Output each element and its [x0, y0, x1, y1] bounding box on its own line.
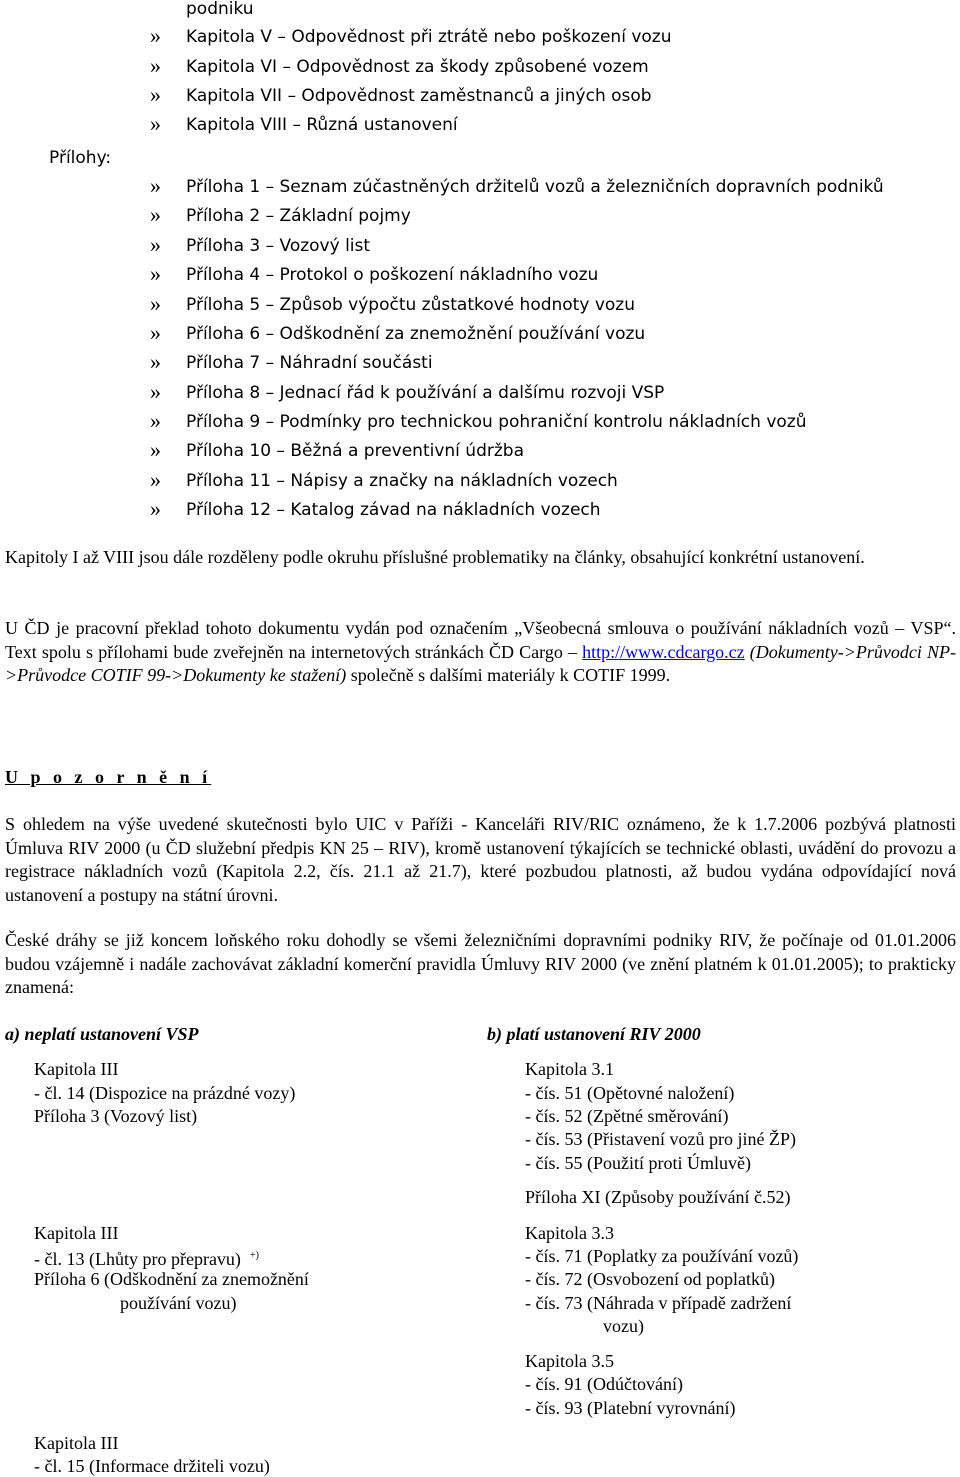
bullet-icon: »: [150, 202, 161, 227]
column-b-heading: b) platí ustanovení RIV 2000: [487, 1024, 701, 1044]
col-b-line: - čís. 53 (Přistavení vozů pro jiné ŽP): [525, 1129, 796, 1149]
col-a-line: Příloha 6 (Odškodnění za znemožnění: [34, 1269, 309, 1289]
bullet-icon: »: [150, 232, 161, 257]
attachment-item: Příloha 4 – Protokol o poškození nákladního vozu: [186, 265, 599, 285]
col-a-line: Kapitola III: [34, 1223, 119, 1243]
bullet-icon: »: [150, 379, 161, 404]
attachment-item: Příloha 3 – Vozový list: [186, 236, 371, 256]
attachment-item: Příloha 12 – Katalog závad na nákladních vozech: [186, 500, 601, 520]
col-b-line: - čís. 52 (Zpětné směrování): [525, 1106, 729, 1126]
attachment-item: Příloha 7 – Náhradní součásti: [186, 353, 433, 373]
column-a-heading: a) neplatí ustanovení VSP: [5, 1024, 199, 1044]
bullet-icon: »: [150, 261, 161, 286]
col-a-line: [34, 1245, 259, 1270]
col-a-line: Kapitola III: [34, 1433, 119, 1453]
col-b-line: - čís. 51 (Opětovné naložení): [525, 1083, 735, 1103]
attachment-item: Příloha 2 – Základní pojmy: [186, 206, 411, 226]
col-b-line: - čís. 73 (Náhrada v případě zadržení: [525, 1293, 792, 1313]
col-b-line: Kapitola 3.5: [525, 1351, 614, 1371]
continued-line: podniku: [186, 0, 254, 19]
col-b-line: Příloha XI (Způsoby používání č.52): [525, 1187, 791, 1207]
col-b-line: - čís. 93 (Platební vyrovnání): [525, 1398, 736, 1418]
bullet-icon: »: [150, 496, 161, 521]
col-b-line: Kapitola 3.1: [525, 1059, 614, 1079]
translation-text-end: společně s dalšími materiály k COTIF 1999.: [350, 665, 671, 685]
chapters-note: Kapitoly I až VIII jsou dále rozděleny podle okruhu příslušné problematiky na články, obsahující konkrétní ustanovení.: [5, 547, 865, 567]
bullet-icon: »: [150, 291, 161, 316]
chapter-item: Kapitola VII – Odpovědnost zaměstnanců a jiných osob: [186, 86, 652, 106]
col-b-line: - čís. 91 (Odúčtování): [525, 1374, 683, 1394]
col-a-line-text: - čl. 13 (Lhůty pro přepravu): [34, 1249, 241, 1269]
bullet-icon: »: [150, 408, 161, 433]
cdcargo-link[interactable]: http://www.cdcargo.cz: [582, 641, 745, 662]
chapter-item: Kapitola VI – Odpovědnost za škody způsobené vozem: [186, 57, 649, 77]
chapter-item: Kapitola V – Odpovědnost při ztrátě nebo poškození vozu: [186, 27, 672, 47]
col-b-line: - čís. 55 (Použití proti Úmluvě): [525, 1153, 751, 1173]
bullet-icon: »: [150, 173, 161, 198]
bullet-icon: »: [150, 467, 161, 492]
bullet-icon: »: [150, 320, 161, 345]
col-a-line: - čl. 15 (Informace držiteli vozu): [34, 1456, 270, 1476]
col-a-line: používání vozu): [120, 1293, 237, 1313]
attachment-item: Příloha 8 – Jednací řád k používání a dalšímu rozvoji VSP: [186, 383, 665, 403]
attachment-item: Příloha 1 – Seznam zúčastněných držitelů vozů a železničních dopravních podniků: [186, 177, 884, 197]
translation-text: U ČD je pracovní překlad tohoto dokumentu vydán pod označením „Všeobecná smlouva o používání nákladních vozů – VSP“. Text spolu s přílohami bude zveřejněn na internetových stránkách ČD Cargo –: [5, 618, 956, 662]
warning-heading: U p o z o r n ě n í: [5, 767, 212, 787]
bullet-icon: »: [150, 437, 161, 462]
col-b-line: - čís. 71 (Poplatky za používání vozů): [525, 1246, 799, 1266]
col-a-line: Kapitola III: [34, 1059, 119, 1079]
bullet-icon: »: [150, 23, 161, 48]
col-b-line: Kapitola 3.3: [525, 1223, 614, 1243]
attachment-item: Příloha 6 – Odškodnění za znemožnění používání vozu: [186, 324, 646, 344]
chapter-item: Kapitola VIII – Různá ustanovení: [186, 115, 458, 135]
attachments-label: Přílohy:: [49, 148, 112, 168]
col-a-line: - čl. 14 (Dispozice na prázdné vozy): [34, 1083, 296, 1103]
col-b-line: vozu): [603, 1316, 644, 1336]
col-a-line: Příloha 3 (Vozový list): [34, 1106, 198, 1126]
warning-paragraph: S ohledem na výše uvedené skutečnosti bylo UIC v Paříži - Kanceláři RIV/RIC oznámeno, že k 1.7.2006 pozbývá platnosti Úmluva RIV 2000 (u ČD služební předpis KN 25 – RIV), kromě ustanovení týkajících se technické oblasti, uvádění do provozu a registrace nákladních vozů (Kapitola 2.2, čís. 21.1 až 21.7), které pozbudou platnosti, až budou vydána odpovídající nová ustanovení a postupy na státní úrovni.: [5, 814, 956, 905]
col-b-line: - čís. 72 (Osvobození od poplatků): [525, 1269, 775, 1289]
translation-note: [5, 617, 956, 688]
attachment-item: Příloha 9 – Podmínky pro technickou pohraniční kontrolu nákladních vozů: [186, 412, 807, 432]
bullet-icon: »: [150, 349, 161, 374]
bullet-icon: »: [150, 111, 161, 136]
bullet-icon: »: [150, 82, 161, 107]
bullet-icon: »: [150, 53, 161, 78]
footnote-marker: +): [249, 1250, 259, 1261]
attachment-item: Příloha 11 – Nápisy a značky na nákladních vozech: [186, 471, 618, 491]
attachment-item: Příloha 10 – Běžná a preventivní údržba: [186, 441, 524, 461]
attachment-item: Příloha 5 – Způsob výpočtu zůstatkové hodnoty vozu: [186, 295, 635, 315]
path-note: (Dokumenty->Průvodci NP->Průvodce COTIF 99->Dokumenty ke stažení): [5, 641, 957, 685]
agreement-paragraph: České dráhy se již koncem loňského roku dohodly se všemi železničními dopravními podniky RIV, že počínaje od 01.01.2006 budou vzájemně i nadále zachovávat základní komerční pravidla Úmluvy RIV 2000 (ve znění platném k 01.01.2005); to prakticky znamená:: [5, 930, 956, 997]
